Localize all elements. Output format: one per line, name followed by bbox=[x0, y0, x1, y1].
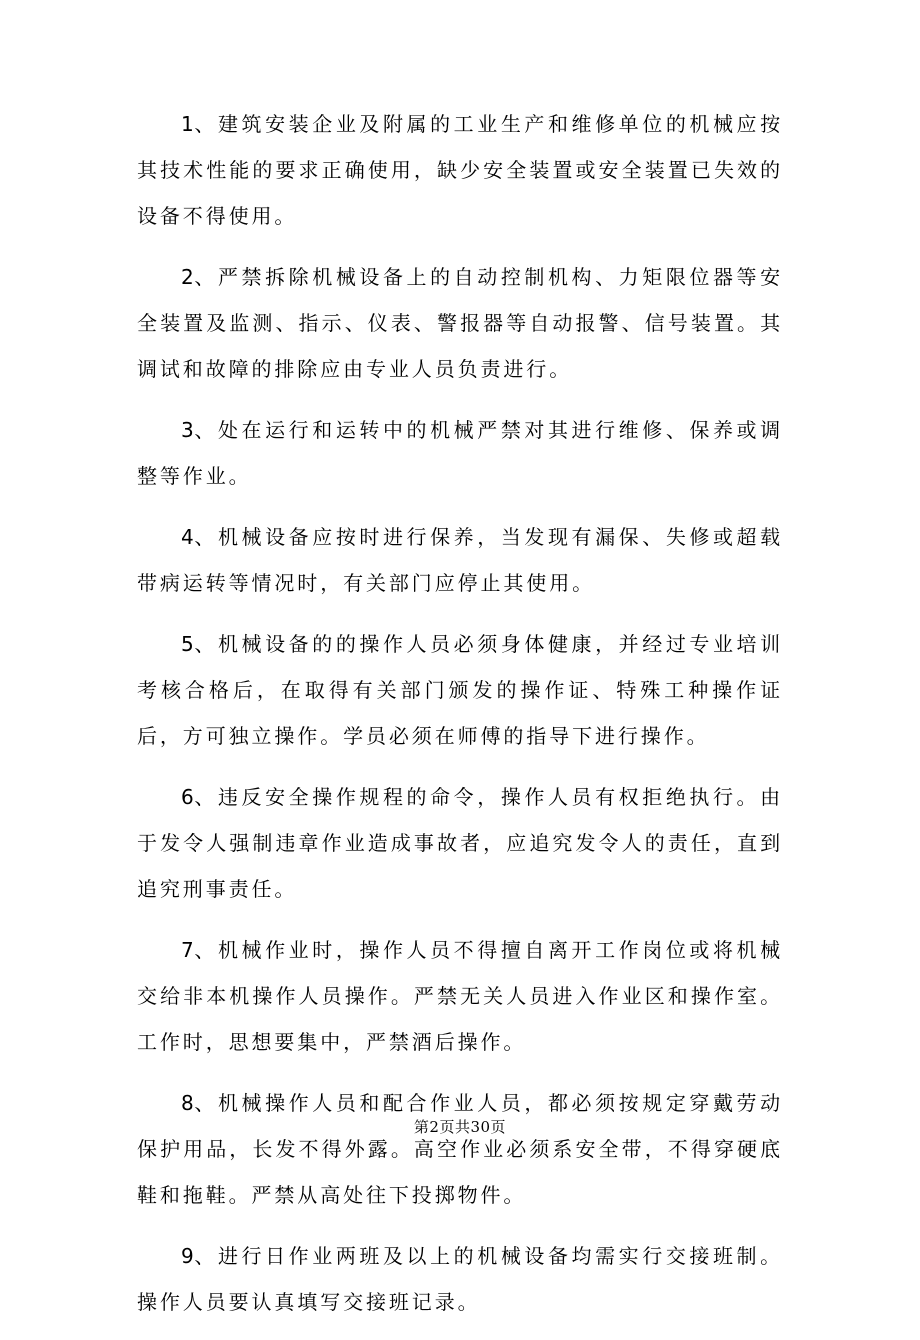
paragraph-number: 3 bbox=[181, 418, 194, 442]
paragraph-4 bbox=[137, 514, 783, 606]
paragraph-number: 9 bbox=[181, 1244, 194, 1268]
paragraph-8 bbox=[137, 1080, 783, 1218]
paragraph-number: 4 bbox=[181, 525, 194, 549]
paragraph-number: 7 bbox=[181, 938, 194, 962]
paragraph-2 bbox=[137, 254, 783, 392]
paragraph-text: 、严禁拆除机械设备上的自动控制机构、力矩限位器等安全装置及监测、指示、仪表、警报器等自动报警、信号装置。其调试和故障的排除应由专业人员负责进行。 bbox=[137, 265, 783, 381]
document-body bbox=[137, 101, 783, 1340]
paragraph-3 bbox=[137, 407, 783, 499]
paragraph-text: 、违反安全操作规程的命令，操作人员有权拒绝执行。由于发令人强制违章作业造成事故者，应追究发令人的责任，直到追究刑事责任。 bbox=[137, 785, 783, 901]
paragraph-9 bbox=[137, 1233, 783, 1325]
paragraph-text: 、机械作业时，操作人员不得擅自离开工作岗位或将机械交给非本机操作人员操作。严禁无关人员进入作业区和操作室。工作时，思想要集中，严禁酒后操作。 bbox=[137, 938, 783, 1054]
paragraph-5 bbox=[137, 621, 783, 759]
paragraph-6 bbox=[137, 774, 783, 912]
paragraph-number: 5 bbox=[181, 632, 194, 656]
paragraph-text: 、机械操作人员和配合作业人员，都必须按规定穿戴劳动保护用品，长发不得外露。高空作业必须系安全带，不得穿硬底鞋和拖鞋。严禁从高处往下投掷物件。 bbox=[137, 1091, 783, 1207]
paragraph-number: 2 bbox=[181, 265, 194, 289]
paragraph-text: 、处在运行和运转中的机械严禁对其进行维修、保养或调整等作业。 bbox=[137, 418, 783, 488]
paragraph-text: 、机械设备的的操作人员必须身体健康，并经过专业培训考核合格后，在取得有关部门颁发的操作证、特殊工种操作证后，方可独立操作。学员必须在师傅的指导下进行操作。 bbox=[137, 632, 783, 748]
paragraph-number: 8 bbox=[181, 1091, 194, 1115]
paragraph-number: 6 bbox=[181, 785, 194, 809]
paragraph-text: 、建筑安装企业及附属的工业生产和维修单位的机械应按其技术性能的要求正确使用，缺少安全装置或安全装置已失效的设备不得使用。 bbox=[137, 112, 783, 228]
page-number-footer: 第2页共30页 bbox=[413, 1118, 507, 1136]
paragraph-number: 1 bbox=[181, 112, 194, 136]
paragraph-text: 、进行日作业两班及以上的机械设备均需实行交接班制。操作人员要认真填写交接班记录。 bbox=[137, 1244, 783, 1314]
paragraph-1 bbox=[137, 101, 783, 239]
paragraph-text: 、机械设备应按时进行保养，当发现有漏保、失修或超载带病运转等情况时，有关部门应停止其使用。 bbox=[137, 525, 783, 595]
paragraph-7 bbox=[137, 927, 783, 1065]
